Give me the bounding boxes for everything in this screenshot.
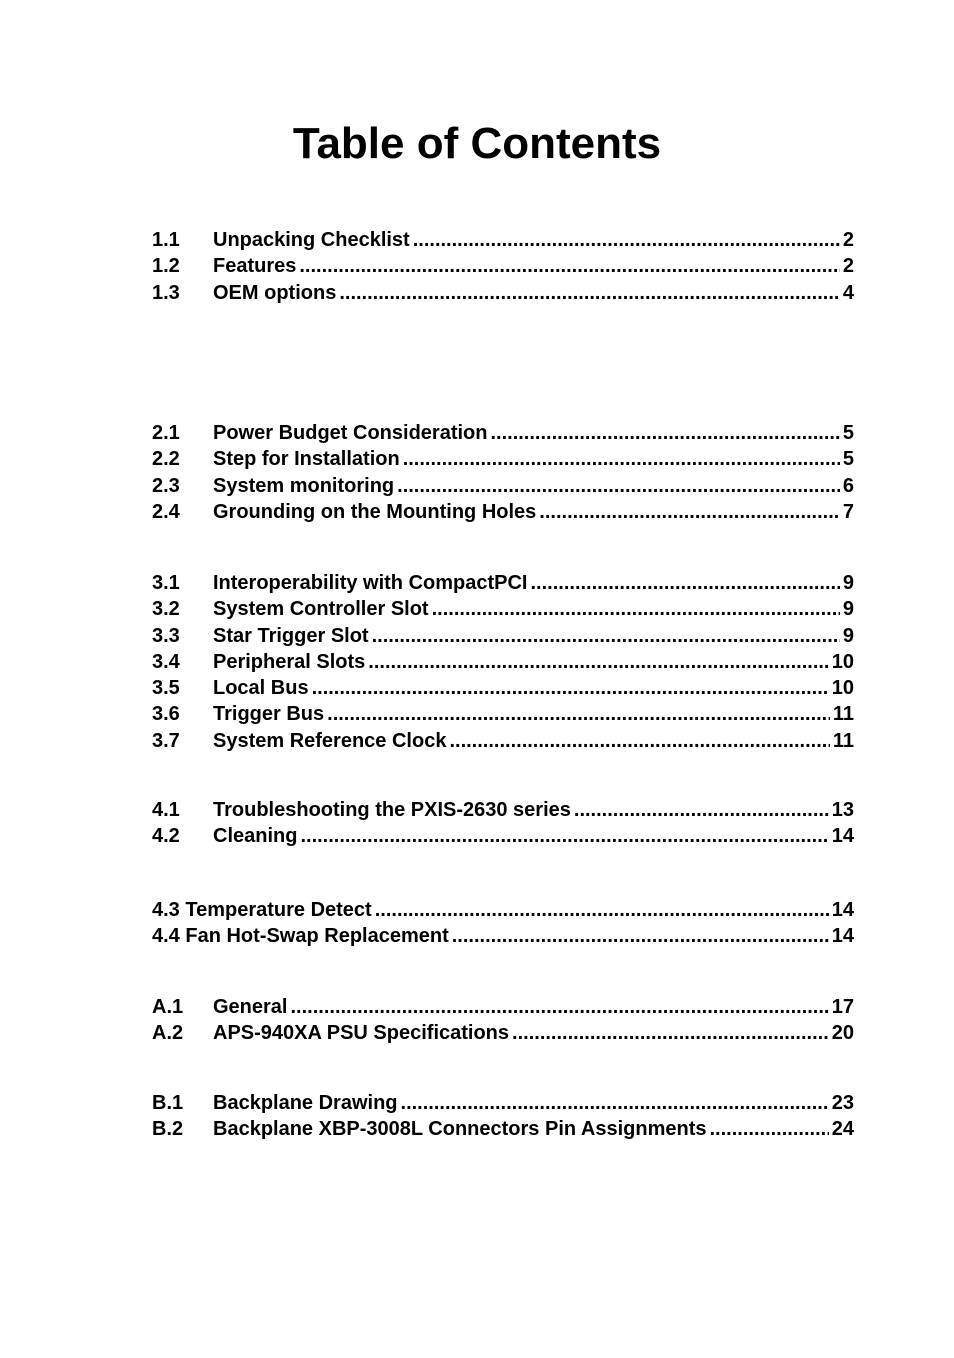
toc-dot-leader — [312, 675, 829, 701]
toc-dot-leader — [432, 596, 840, 622]
toc-entry-number: 2.3 — [152, 474, 180, 497]
toc-entry[interactable] — [152, 596, 854, 622]
toc-group-chapter-1 — [152, 227, 854, 306]
toc-entry-number: 4.1 — [152, 799, 180, 821]
toc-dot-leader — [512, 1020, 829, 1046]
toc-dot-leader — [401, 1090, 829, 1116]
toc-entry-page: 11 — [832, 703, 854, 726]
toc-entry-number: 3.6 — [152, 703, 180, 726]
toc-entry-label: OEM options — [213, 281, 337, 304]
toc-entry-number: B.2 — [152, 1118, 184, 1141]
toc-dot-leader — [413, 227, 840, 253]
toc-dot-leader — [452, 923, 829, 949]
toc-entry[interactable] — [152, 253, 854, 279]
toc-entry-number: 3.1 — [152, 572, 180, 594]
toc-dot-leader — [372, 623, 840, 649]
toc-entry-page: 14 — [831, 825, 854, 848]
toc-dot-leader — [368, 649, 828, 675]
toc-entry[interactable] — [152, 823, 854, 849]
page-title: Table of Contents — [292, 119, 662, 168]
toc-entry[interactable] — [152, 701, 854, 727]
toc-entry-label: Cleaning — [213, 825, 298, 848]
toc-entry[interactable] — [152, 649, 854, 675]
toc-dot-leader — [490, 420, 839, 446]
toc-entry-page: 10 — [831, 677, 854, 700]
toc-group-chapter-4-extra — [152, 897, 854, 950]
toc-entry-page: 7 — [842, 500, 854, 523]
toc-entry[interactable] — [152, 1116, 854, 1142]
toc-entry-number: 2.4 — [152, 500, 180, 523]
toc-entry-number: 3.3 — [152, 624, 180, 647]
toc-entry-number: A.2 — [152, 1022, 184, 1045]
toc-dot-leader — [397, 473, 840, 499]
toc-entry[interactable] — [152, 446, 854, 472]
toc-entry-number: 3.4 — [152, 650, 180, 673]
toc-entry-page: 5 — [842, 448, 854, 471]
toc-entry-number: 3.5 — [152, 677, 180, 700]
toc-entry[interactable] — [152, 797, 854, 823]
toc-entry-label: Interoperability with CompactPCI — [213, 572, 528, 594]
toc-dot-leader — [375, 897, 829, 923]
toc-entry-page: 5 — [842, 422, 854, 444]
toc-entry-page: 9 — [842, 572, 854, 594]
toc-entry-number: 3.2 — [152, 598, 180, 621]
toc-dot-leader — [290, 994, 828, 1020]
toc-entry-number: 2.2 — [152, 448, 180, 471]
toc-entry-page: 24 — [831, 1118, 854, 1141]
toc-group-chapter-3 — [152, 570, 854, 754]
toc-dot-leader — [539, 499, 840, 525]
toc-entry-page: 9 — [842, 598, 854, 621]
toc-entry[interactable] — [152, 473, 854, 499]
toc-entry-number: 1.2 — [152, 255, 180, 278]
toc-entry-label: System monitoring — [213, 474, 395, 497]
toc-entry-label: Backplane XBP-3008L Connectors Pin Assignments — [213, 1118, 707, 1141]
toc-entry-label: Power Budget Consideration — [213, 422, 488, 444]
toc-entry[interactable] — [152, 897, 854, 923]
toc-entry-label: Unpacking Checklist — [213, 229, 410, 251]
toc-entry-label: Step for Installation — [213, 448, 400, 471]
toc-entry-page: 17 — [831, 996, 854, 1018]
toc-entry-page: 2 — [842, 229, 854, 251]
toc-entry-page: 11 — [832, 729, 854, 752]
toc-entry[interactable] — [152, 570, 854, 596]
toc-entry-label: Troubleshooting the PXIS-2630 series — [213, 799, 571, 821]
toc-entry-label: APS-940XA PSU Specifications — [213, 1022, 510, 1045]
toc-entry[interactable] — [152, 1020, 854, 1046]
toc-entry-label: Backplane Drawing — [213, 1092, 398, 1114]
toc-dot-leader — [327, 701, 830, 727]
toc-dot-leader — [300, 823, 828, 849]
toc-entry[interactable] — [152, 1090, 854, 1116]
toc-entry-label: Features — [213, 255, 297, 278]
toc-entry-page: 10 — [831, 650, 854, 673]
toc-entry[interactable] — [152, 280, 854, 306]
toc-group-appendix-a — [152, 994, 854, 1047]
toc-entry[interactable] — [152, 623, 854, 649]
toc-entry-page: 2 — [842, 255, 854, 278]
toc-entry-page: 14 — [831, 899, 854, 921]
toc-entry[interactable] — [152, 728, 854, 754]
toc-entry[interactable] — [152, 675, 854, 701]
toc-entry[interactable] — [152, 499, 854, 525]
toc-entry-label: 4.4 Fan Hot-Swap Replacement — [152, 925, 449, 948]
toc-entry-label: Trigger Bus — [213, 703, 325, 726]
toc-dot-leader — [339, 280, 840, 306]
toc-entry-number: 4.2 — [152, 825, 180, 848]
toc-group-appendix-b — [152, 1090, 854, 1143]
toc-entry-label: General — [213, 996, 288, 1018]
toc-entry[interactable] — [152, 923, 854, 949]
toc-entry-page: 9 — [842, 624, 854, 647]
toc-entry-number: 3.7 — [152, 729, 180, 752]
toc-entry-page: 20 — [831, 1022, 854, 1045]
toc-entry-page: 14 — [831, 925, 854, 948]
toc-entry-label: Peripheral Slots — [213, 650, 366, 673]
toc-entry-label: System Controller Slot — [213, 598, 429, 621]
toc-dot-leader — [403, 446, 840, 472]
toc-entry-label: 4.3 Temperature Detect — [152, 899, 372, 921]
toc-entry-number: 1.3 — [152, 281, 180, 304]
toc-entry[interactable] — [152, 227, 854, 253]
toc-entry-label: Grounding on the Mounting Holes — [213, 500, 537, 523]
toc-entry-page: 23 — [831, 1092, 854, 1114]
toc-entry-label: Star Trigger Slot — [213, 624, 369, 647]
toc-dot-leader — [574, 797, 829, 823]
toc-dot-leader — [530, 570, 839, 596]
toc-entry-number: B.1 — [152, 1092, 184, 1114]
toc-dot-leader — [299, 253, 840, 279]
toc-entry-page: 13 — [831, 799, 854, 821]
toc-entry[interactable] — [152, 994, 854, 1020]
toc-group-chapter-2 — [152, 420, 854, 525]
toc-entry-number: 2.1 — [152, 422, 180, 444]
toc-entry-label: Local Bus — [213, 677, 309, 700]
toc-entry-page: 6 — [842, 474, 854, 497]
toc-dot-leader — [449, 728, 829, 754]
toc-group-chapter-4 — [152, 797, 854, 850]
toc-dot-leader — [710, 1116, 829, 1142]
toc-entry[interactable] — [152, 420, 854, 446]
toc-entry-number: 1.1 — [152, 229, 180, 251]
toc-entry-label: System Reference Clock — [213, 729, 447, 752]
toc-entry-page: 4 — [842, 281, 854, 304]
toc-entry-number: A.1 — [152, 996, 184, 1018]
